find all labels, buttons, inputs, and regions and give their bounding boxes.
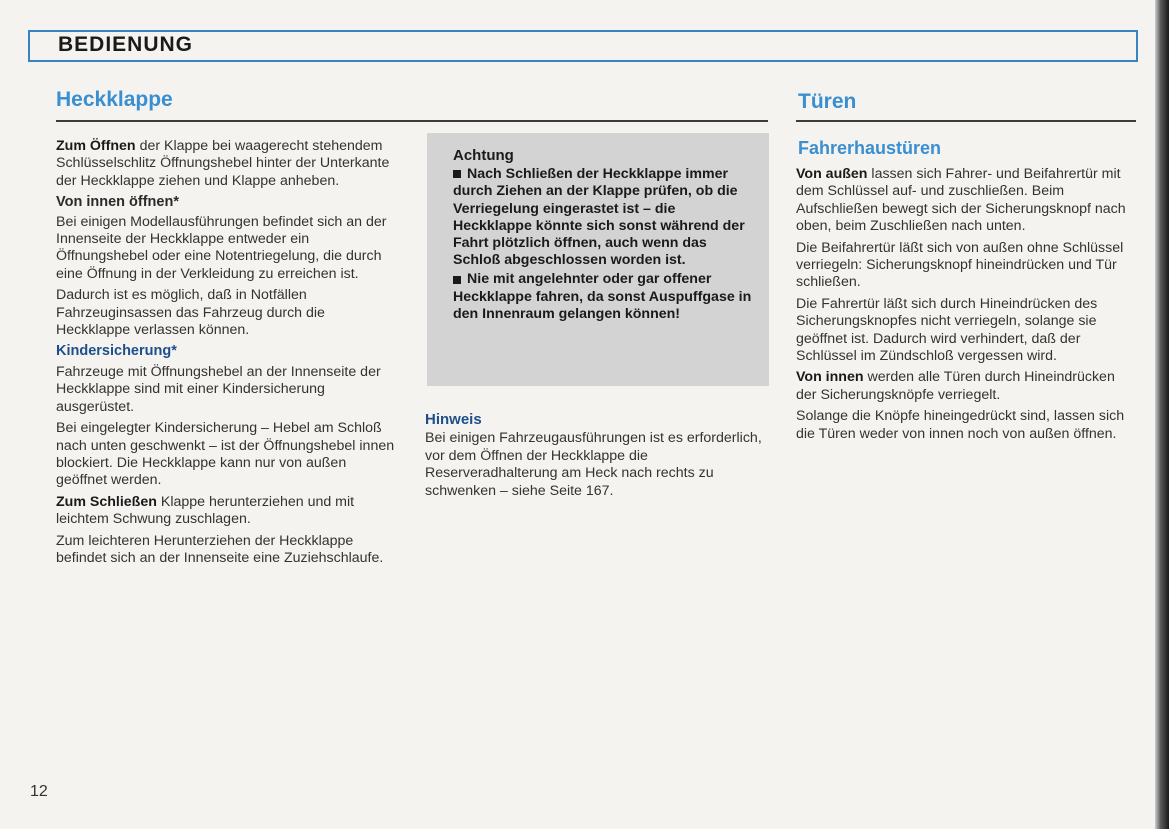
- warning-item-1: Nach Schließen der Heckklappe immer durch Ziehen an der Klappe prüfen, ob die Verriegelung eingerastet ist – die Heckklappe könnte sich sonst während der Fahrt plötzlich öffnen, auch wenn das Schloß abgeschlossen worden ist.: [453, 166, 745, 269]
- child-text-2: Bei eingelegter Kindersicherung – Hebel am Schloß nach unten geschwenkt – ist der Öffnungshebel innen blockiert. Die Heckklappe kann nur von außen geöffnet werden.: [56, 420, 395, 489]
- warning-title: Achtung: [453, 147, 514, 164]
- close-text: Klappe herunterziehen und mit leichtem Schwung zuschlagen.: [56, 493, 355, 528]
- open-text: der Klappe bei waagerecht stehendem Schlüsselschlitz Öffnungshebel hinter der Unterkante der Heckklappe ziehen und Klappe anheben.: [56, 138, 390, 189]
- inside-paragraph: [796, 369, 1136, 404]
- section-title-heckklappe: Heckklappe: [56, 88, 173, 111]
- section-rule-right: [796, 120, 1136, 122]
- open-lead: Zum Öffnen: [56, 138, 136, 154]
- section-rule-left: [56, 120, 768, 122]
- outside-paragraph: [796, 166, 1136, 236]
- note-block: [425, 407, 767, 504]
- inside-lead: Von innen: [796, 369, 864, 386]
- note-title: Hinweis: [425, 411, 482, 428]
- page-edge-shadow: [1155, 0, 1169, 829]
- passenger-text: Die Beifahrertür läßt sich von außen ohne Schlüssel verriegeln: Sicherungsknopf hineindrücken und Tür schließen.: [796, 239, 1124, 291]
- close-paragraph: [56, 494, 396, 529]
- warning-item-2: Nie mit angelehnter oder gar offener Heckklappe fahren, da sonst Auspuffgase in den Innenraum gelangen können!: [453, 271, 752, 322]
- close-lead: Zum Schließen: [56, 493, 157, 510]
- inside-doors-text: werden alle Türen durch Hineindrücken der Sicherungsknöpfe verriegelt.: [796, 369, 1115, 403]
- section-title-tueren: Türen: [798, 90, 857, 113]
- outside-text: lassen sich Fahrer- und Beifahrertür mit dem Schlüssel auf- und zuschließen. Beim Aufschließen bewegt sich der Sicherungsknopf nach oben, beim Zuschließen nach unten.: [796, 166, 1126, 235]
- note-text: Bei einigen Fahrzeugausführungen ist es erforderlich, vor dem Öffnen der Heckklappe die Reserveradhalterung am Heck nach rechts zu schwenken – siehe Seite 167.: [425, 430, 762, 499]
- subtitle-fahrerhaustueren: Fahrerhaustüren: [798, 138, 942, 158]
- inside-text-2: Dadurch ist es möglich, daß in Notfällen Fahrzeuginsassen das Fahrzeug durch die Heckklappe verlassen können.: [56, 287, 325, 339]
- close-text-2: Zum leichteren Herunterziehen der Heckklappe befindet sich an der Innenseite eine Zuziehschlaufe.: [56, 532, 384, 566]
- tueren-body: [796, 166, 1136, 447]
- open-paragraph: [56, 138, 396, 190]
- bullet-square-icon: [453, 170, 461, 178]
- warning-content: [453, 147, 755, 323]
- chapter-title: BEDIENUNG: [58, 33, 194, 56]
- child-text: Fahrzeuge mit Öffnungshebel an der Innenseite der Heckklappe sind mit einer Kindersicherung ausgerüstet.: [56, 363, 381, 415]
- chapter-header: [28, 30, 1138, 62]
- heckklappe-body: [56, 138, 396, 571]
- closing-text: Solange die Knöpfe hineingedrückt sind, lassen sich die Türen weder von innen noch von außen öffnen.: [796, 408, 1125, 442]
- bullet-square-icon: [453, 276, 461, 284]
- inside-text: Bei einigen Modellausführungen befindet sich an der Innenseite der Heckklappe entweder ein Öffnungshebel oder eine Notentriegelung, die durch eine Öffnung in der Verkleidung zu erreichen ist.: [56, 213, 387, 282]
- driver-text: Die Fahrertür läßt sich durch Hineindrücken des Sicherungsknopfes nicht verriegeln, solange sie geöffnet ist. Dadurch wird verhindert, daß der Schlüssel im Zündschloß vergessen wird.: [796, 295, 1098, 365]
- outside-lead: Von außen: [796, 166, 868, 182]
- page-number: 12: [30, 783, 48, 800]
- inside-heading: Von innen öffnen*: [56, 194, 179, 211]
- warning-box: [427, 133, 769, 386]
- child-heading: Kindersicherung*: [56, 343, 177, 360]
